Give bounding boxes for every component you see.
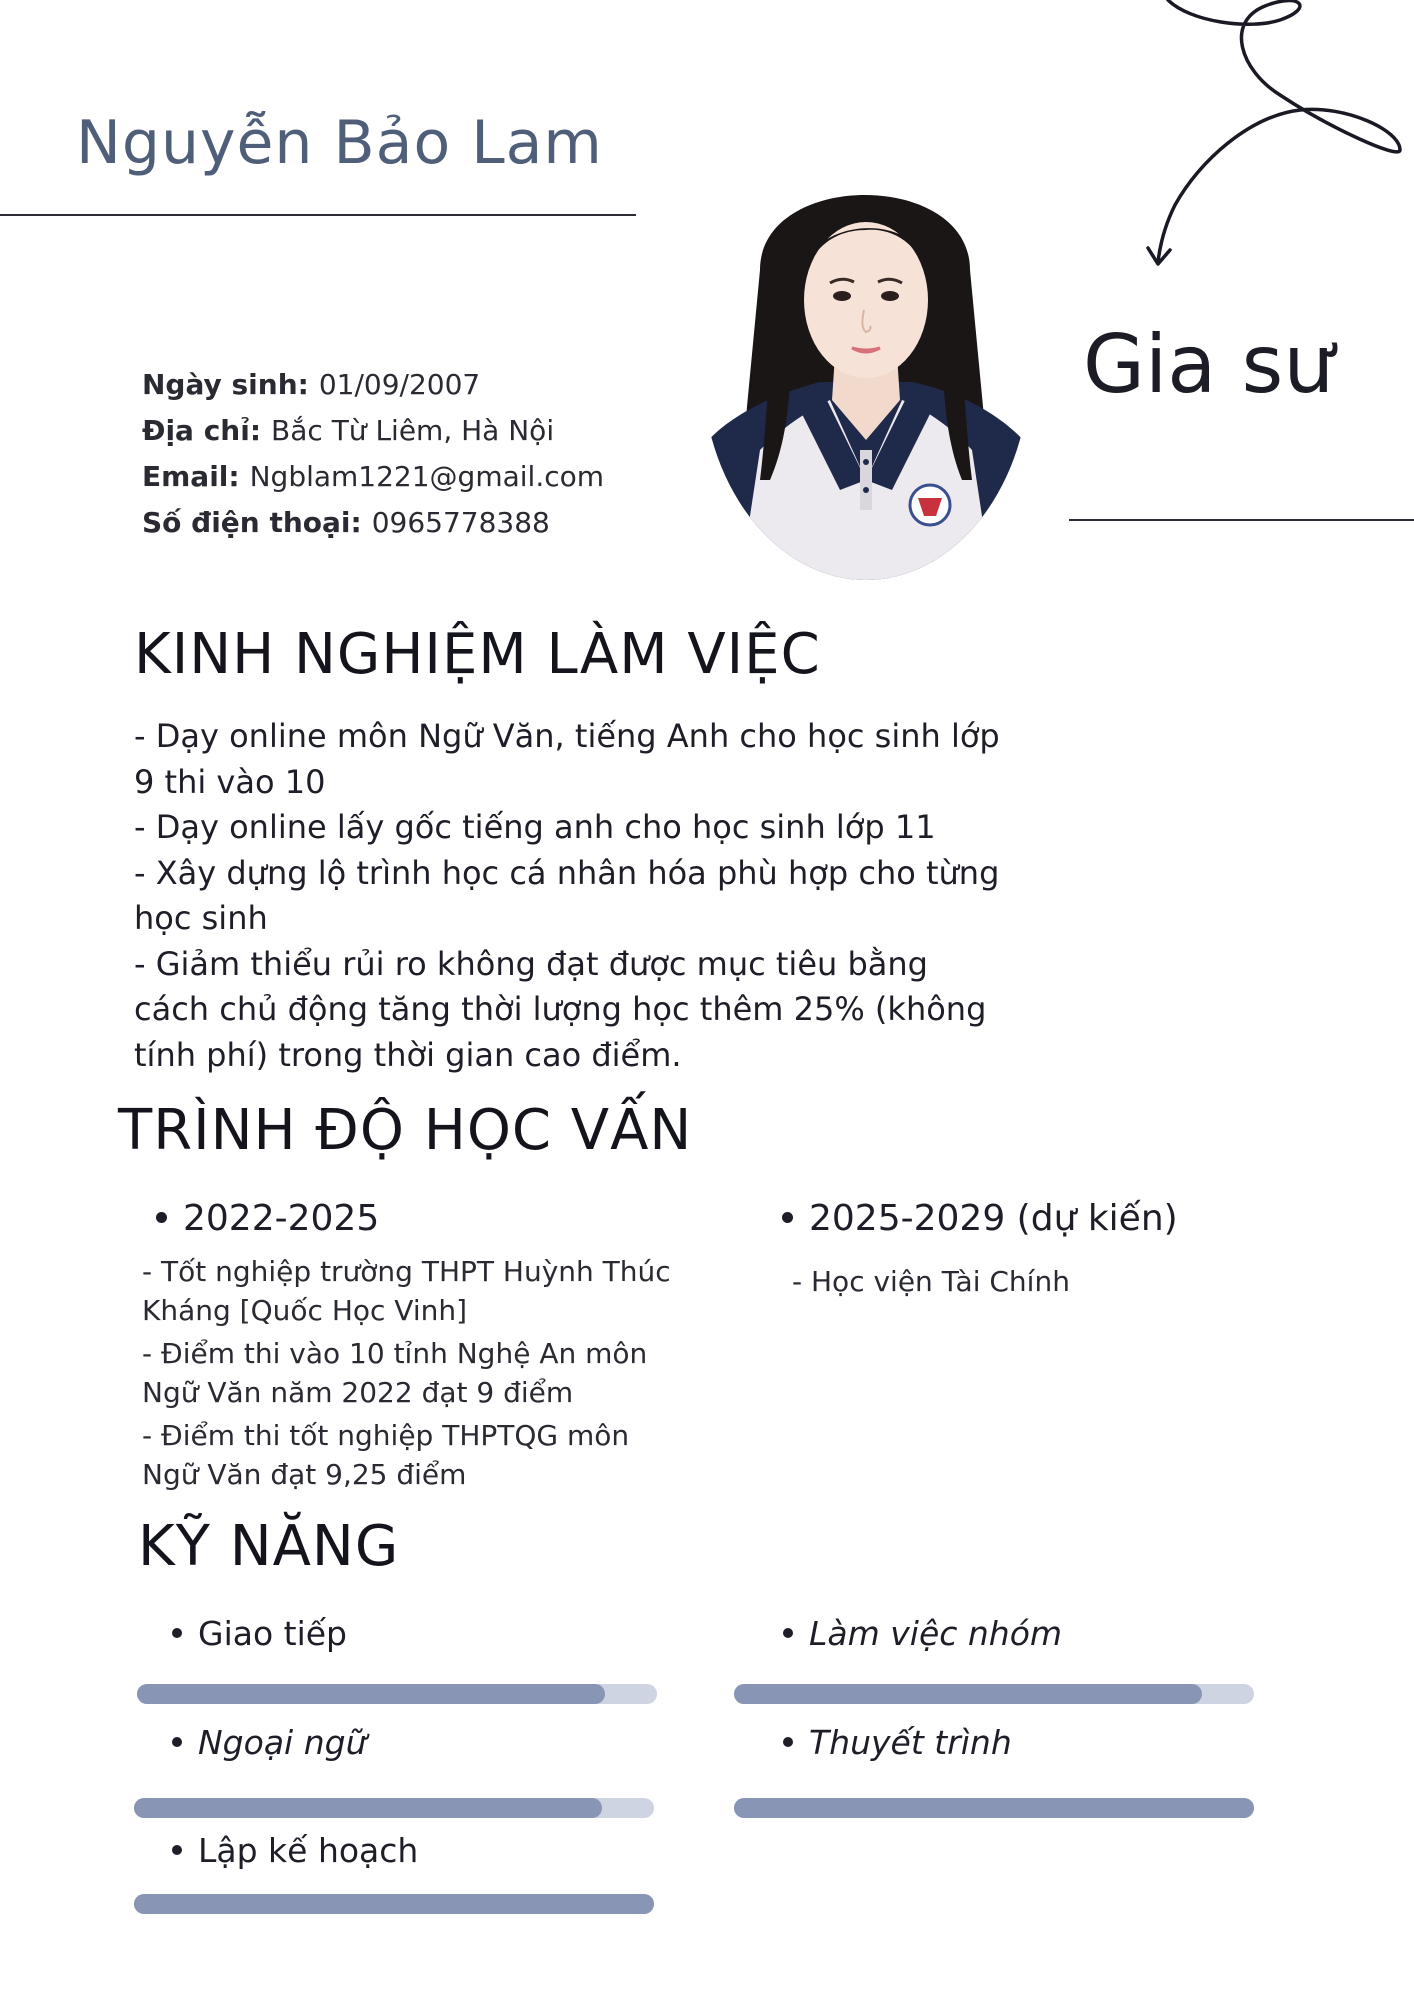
job-title: Gia sư	[1083, 318, 1335, 411]
skill-name: Ngoại ngữ	[198, 1723, 367, 1762]
info-row-address	[142, 408, 604, 454]
skill-bar-track	[734, 1798, 1254, 1818]
education-detail: - Điểm thi tốt nghiệp THPTQG môn Ngữ Văn đạt 9,25 điểm	[142, 1419, 630, 1491]
info-value: Ngblam1221@gmail.com	[249, 460, 605, 493]
education-period	[782, 1198, 1178, 1239]
experience-item: - Dạy online lấy gốc tiếng anh cho học sinh lớp 11	[134, 808, 936, 846]
info-row-email	[142, 454, 604, 500]
experience-item: - Xây dựng lộ trình học cá nhân hóa phù hợp cho từng học sinh	[134, 853, 1000, 937]
skill-bar-track	[134, 1798, 654, 1818]
skill-name: Thuyết trình	[809, 1723, 1012, 1762]
personal-info	[142, 362, 604, 546]
education-detail: - Học viện Tài Chính	[792, 1265, 1070, 1298]
education-period-text: 2025-2029 (dự kiến)	[809, 1198, 1178, 1239]
skill-label	[172, 1614, 347, 1653]
bullet-icon	[783, 1737, 793, 1747]
info-label: Email:	[142, 460, 240, 493]
education-detail: - Tốt nghiệp trường THPT Huỳnh Thúc Kháng [Quốc Học Vinh]	[142, 1255, 671, 1327]
skill-name: Làm việc nhóm	[809, 1614, 1063, 1653]
education-period	[156, 1198, 379, 1239]
title-divider	[1069, 519, 1414, 521]
info-label: Địa chỉ:	[142, 414, 262, 447]
education-details	[142, 1252, 682, 1498]
skill-label	[783, 1614, 1062, 1653]
bullet-icon	[782, 1212, 793, 1223]
skill-bar-fill	[137, 1684, 605, 1704]
info-label: Số điện thoại:	[142, 506, 362, 539]
skill-name: Lập kế hoạch	[198, 1831, 419, 1870]
bullet-icon	[172, 1845, 182, 1855]
bullet-icon	[783, 1628, 793, 1638]
skill-name: Giao tiếp	[198, 1614, 347, 1653]
bullet-icon	[156, 1212, 167, 1223]
education-heading: TRÌNH ĐỘ HỌC VẤN	[118, 1098, 693, 1163]
experience-list	[134, 714, 1004, 1078]
skill-label	[172, 1831, 418, 1870]
skill-label	[172, 1723, 366, 1762]
skill-bar-track	[137, 1684, 657, 1704]
skill-label	[783, 1723, 1012, 1762]
bullet-icon	[172, 1628, 182, 1638]
info-label: Ngày sinh:	[142, 368, 309, 401]
education-details	[792, 1262, 1292, 1305]
experience-item: - Dạy online môn Ngữ Văn, tiếng Anh cho học sinh lớp 9 thi vào 10	[134, 717, 1000, 801]
cv-name: Nguyễn Bảo Lam	[76, 108, 603, 178]
header-divider	[0, 214, 636, 216]
info-value: 0965778388	[371, 506, 550, 539]
bullet-icon	[172, 1737, 182, 1747]
skill-bar-fill	[134, 1894, 654, 1914]
info-row-birthdate	[142, 362, 604, 408]
skill-bar-track	[734, 1684, 1254, 1704]
info-value: Bắc Từ Liêm, Hà Nội	[271, 414, 555, 447]
squiggle-arrow-decoration	[1130, 0, 1414, 270]
skills-heading: KỸ NĂNG	[138, 1514, 400, 1579]
info-row-phone	[142, 500, 604, 546]
education-detail: - Điểm thi vào 10 tỉnh Nghệ An môn Ngữ Văn năm 2022 đạt 9 điểm	[142, 1337, 648, 1409]
skill-bar-fill	[134, 1798, 602, 1818]
education-period-text: 2022-2025	[183, 1198, 380, 1239]
skill-bar-fill	[734, 1798, 1254, 1818]
profile-photo	[700, 150, 1032, 582]
skill-bar-fill	[734, 1684, 1202, 1704]
experience-item: - Giảm thiểu rủi ro không đạt được mục tiêu bằng cách chủ động tăng thời lượng học thêm 25% (không tính phí) trong thời gian cao điểm.	[134, 944, 987, 1074]
info-value: 01/09/2007	[318, 368, 481, 401]
skill-bar-track	[134, 1894, 654, 1914]
experience-heading: KINH NGHIỆM LÀM VIỆC	[134, 622, 821, 687]
